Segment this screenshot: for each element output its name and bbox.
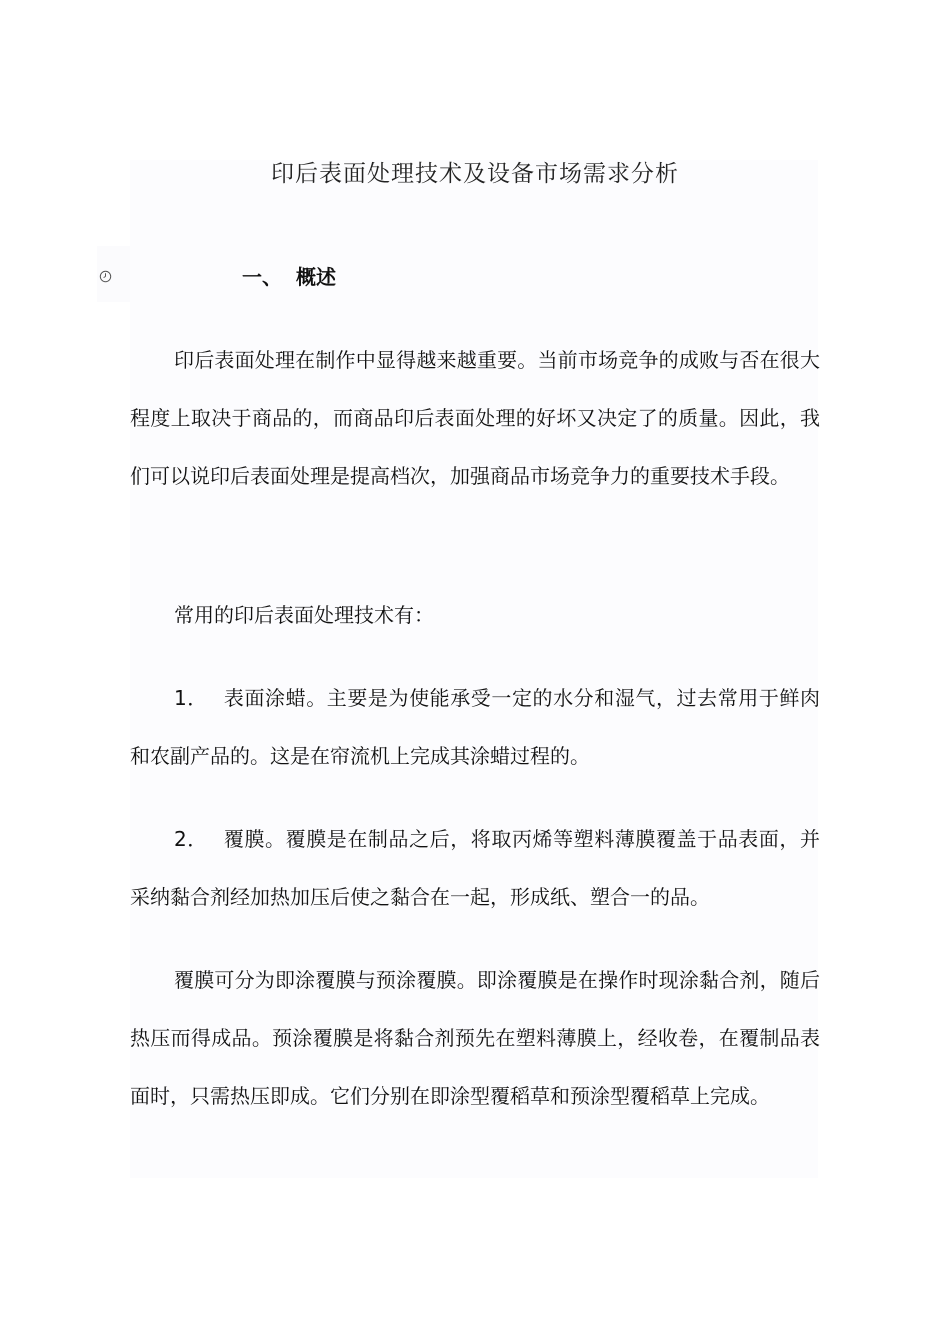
list-item-1-number: 1． [174,686,208,710]
list-intro-paragraph: 常用的印后表面处理技术有： [174,603,434,627]
section-label: 概述 [296,265,336,289]
lamination-paragraph: 覆膜可分为即涂覆膜与预涂覆膜。即涂覆膜是在操作时现涂黏合剂，随后热压而得成品。预涂覆膜是将黏合剂预先在塑料薄膜上，经收卷，在覆制品表面时，只需热压即成。它们分别在即涂型覆稻草和预涂型覆稻草上完成。 [130,968,820,1108]
section-number: 一、 [242,265,282,289]
list-item-2-number: 2． [174,827,208,851]
list-item-2 [130,810,820,926]
intro-paragraph: 印后表面处理在制作中显得越来越重要。当前市场竞争的成败与否在很大程度上取决于商品的，而商品印后表面处理的好坏又决定了的质量。因此，我们可以说印后表面处理是提高档次，加强商品市场竞争力的重要技术手段。 [130,348,820,488]
list-item-2-text: 覆膜。覆膜是在制品之后，将取丙烯等塑料薄膜覆盖于品表面，并采纳黏合剂经加热加压后使之黏合在一起，形成纸、塑合一的品。 [130,827,821,909]
document-title: 印后表面处理技术及设备市场需求分析 [271,161,679,187]
list-item-1-text: 表面涂蜡。主要是为使能承受一定的水分和湿气，过去常用于鲜肉和农副产品的。这是在帘流机上完成其涂蜡过程的。 [130,686,821,768]
clock-icon [99,270,112,283]
list-item-1 [130,669,820,785]
section-heading [242,262,336,292]
